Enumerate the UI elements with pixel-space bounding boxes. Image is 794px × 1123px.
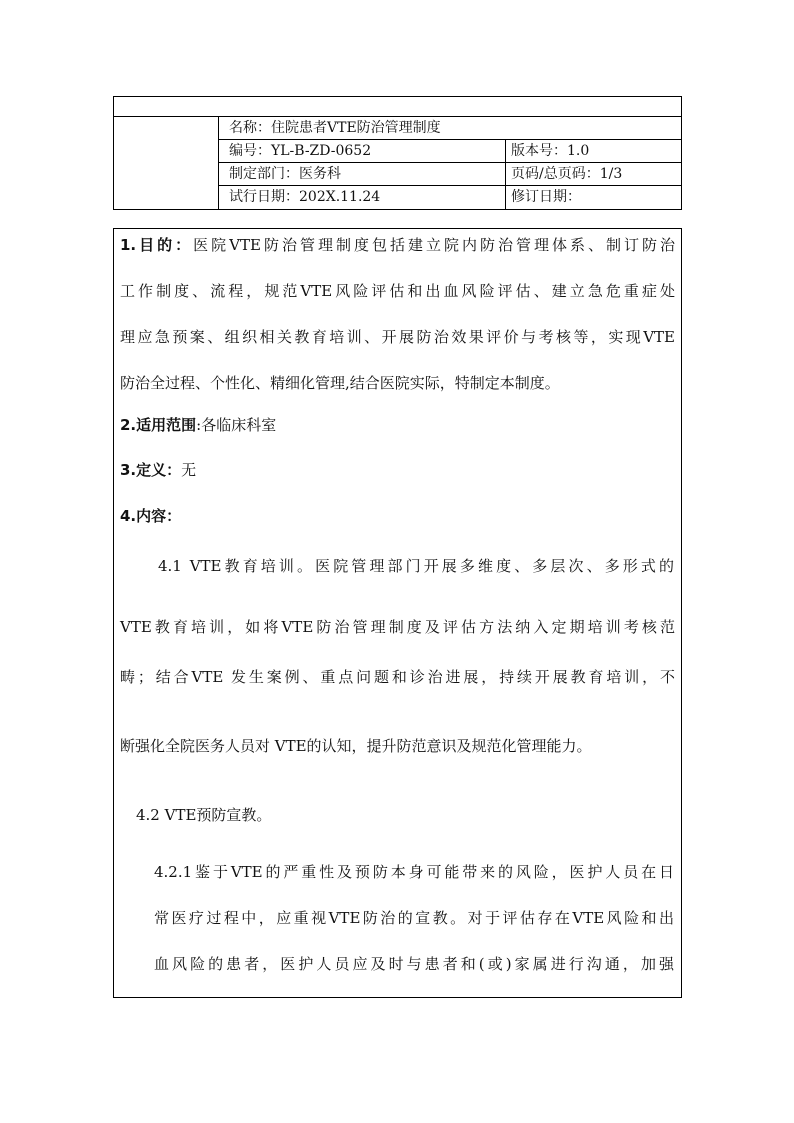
scope-label: 2.适用范围 xyxy=(120,416,197,434)
document-body xyxy=(113,228,682,998)
section-4-2-heading: 4.2 VTE预防宣教。 xyxy=(136,806,272,824)
document-header-table xyxy=(113,96,682,210)
section-4-2-1-line: 常医疗过程中，应重视VTE防治的宣教。对于评估存在VTE风险和出 xyxy=(154,909,674,927)
doc-revise-date: 修订日期： xyxy=(511,189,581,205)
header-rule xyxy=(114,116,681,117)
purpose-line: 防治全过程、个性化、精细化管理,结合医院实际，特制定本制度。 xyxy=(120,374,560,392)
doc-dept: 制定部门：医务科 xyxy=(229,166,341,182)
header-rule xyxy=(505,139,506,209)
header-rule xyxy=(218,185,681,186)
content-heading: 4.内容： xyxy=(120,507,182,525)
purpose-label: 1.目的： xyxy=(120,236,194,254)
purpose-line: 工作制度、流程，规范VTE风险评估和出血风险评估、建立急危重症处 xyxy=(120,282,675,300)
section-4-2-1-line: 血风险的患者，医护人员应及时与患者和(或)家属进行沟通，加强 xyxy=(154,955,674,973)
doc-version: 版本号：1.0 xyxy=(511,143,590,159)
doc-trial-date: 试行日期：202X.11.24 xyxy=(229,189,381,205)
scope-line: 2.适用范围:各临床科室 xyxy=(120,416,277,434)
section-4-1-line: 断强化全院医务人员对 VTE的认知，提升防范意识及规范化管理能力。 xyxy=(120,737,592,755)
doc-code: 编号：YL-B-ZD-0652 xyxy=(229,143,372,159)
section-4-1-line: 4.1 VTE教育培训。医院管理部门开展多维度、多层次、多形式的 xyxy=(158,557,674,575)
doc-pages: 页码/总页码：1/3 xyxy=(511,166,623,182)
definition-line: 3.定义：无 xyxy=(120,461,197,479)
purpose-line: 理应急预案、组织相关教育培训、开展防治效果评价与考核等，实现VTE xyxy=(120,328,675,346)
section-4-1-line: 畴；结合VTE 发生案例、重点问题和诊治进展，持续开展教育培训，不 xyxy=(120,668,675,686)
definition-label: 3.定义： xyxy=(120,461,182,479)
section-4-2-1-line: 4.2.1鉴于VTE的严重性及预防本身可能带来的风险，医护人员在日 xyxy=(154,863,674,881)
header-rule xyxy=(218,139,681,140)
purpose-line: 1.目的：医院VTE防治管理制度包括建立院内防治管理体系、制订防治 xyxy=(120,236,675,254)
section-4-1-line: VTE教育培训，如将VTE防治管理制度及评估方法纳入定期培训考核范 xyxy=(120,618,675,636)
doc-name: 名称：住院患者VTE防治管理制度 xyxy=(229,120,441,136)
header-rule xyxy=(218,162,681,163)
